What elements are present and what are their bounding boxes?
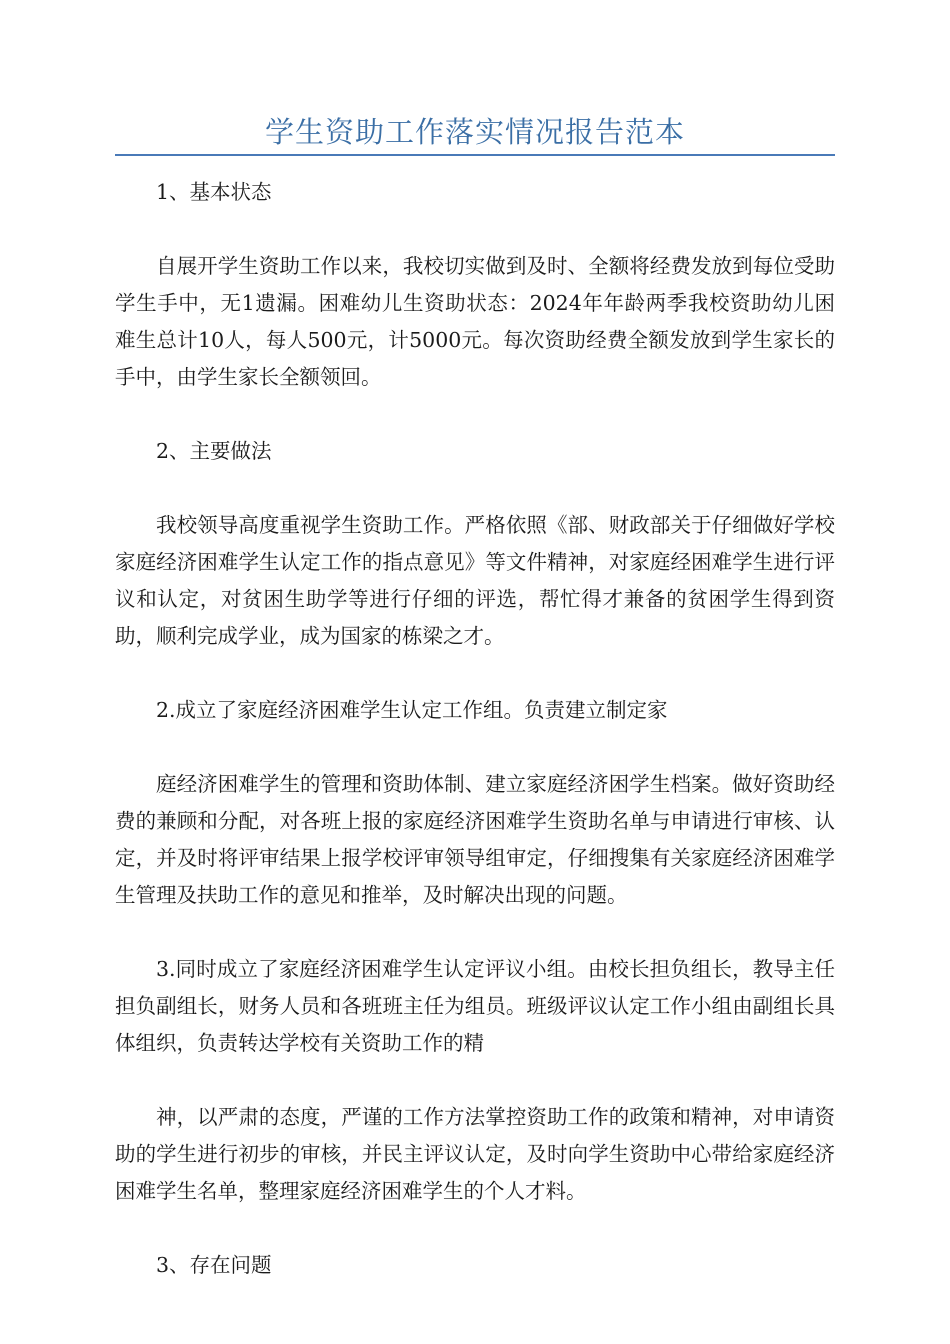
section-heading-main-practices: 2、主要做法	[156, 439, 272, 463]
title-underline	[115, 154, 835, 156]
section-heading-existing-problems: 3、存在问题	[156, 1253, 272, 1277]
paragraph: 我校领导高度重视学生资助工作。严格依照《部、财政部关于仔细做好学校家庭经济困难学生认定工作的指点意见》等文件精神，对家庭经困难学生进行评议和认定，对贫困生助学等进行仔细的评选，帮忙得才兼备的贫困学生得到资助，顺利完成学业，成为国家的栋梁之才。	[115, 513, 835, 648]
paragraph: 2.成立了家庭经济困难学生认定工作组。负责建立制定家	[156, 698, 668, 722]
section-heading-basic-status: 1、基本状态	[156, 180, 272, 204]
paragraph: 庭经济困难学生的管理和资助体制、建立家庭经济困学生档案。做好资助经费的兼顾和分配，对各班上报的家庭经济困难学生资助名单与申请进行审核、认定，并及时将评审结果上报学校评审领导组审定，仔细搜集有关家庭经济困难学生管理及扶助工作的意见和推举，及时解决出现的问题。	[115, 772, 835, 907]
paragraph: 神，以严肃的态度，严谨的工作方法掌控资助工作的政策和精神，对申请资助的学生进行初步的审核，并民主评议认定，及时向学生资助中心带给家庭经济困难学生名单，整理家庭经济困难学生的个人才料。	[115, 1105, 835, 1203]
paragraph: 3.同时成立了家庭经济困难学生认定评议小组。由校长担负组长，教导主任担负副组长，财务人员和各班班主任为组员。班级评议认定工作小组由副组长具体组织，负责转达学校有关资助工作的精	[115, 957, 835, 1055]
paragraph: 自展开学生资助工作以来，我校切实做到及时、全额将经费发放到每位受助学生手中，无1遗漏。困难幼儿生资助状态：2024年年龄两季我校资助幼儿困难生总计10人，每人500元，计5000元。每次资助经费全额发放到学生家长的手中，由学生家长全额领回。	[115, 254, 835, 389]
document-body	[115, 174, 835, 1321]
document-title: 学生资助工作落实情况报告范本	[264, 115, 685, 149]
